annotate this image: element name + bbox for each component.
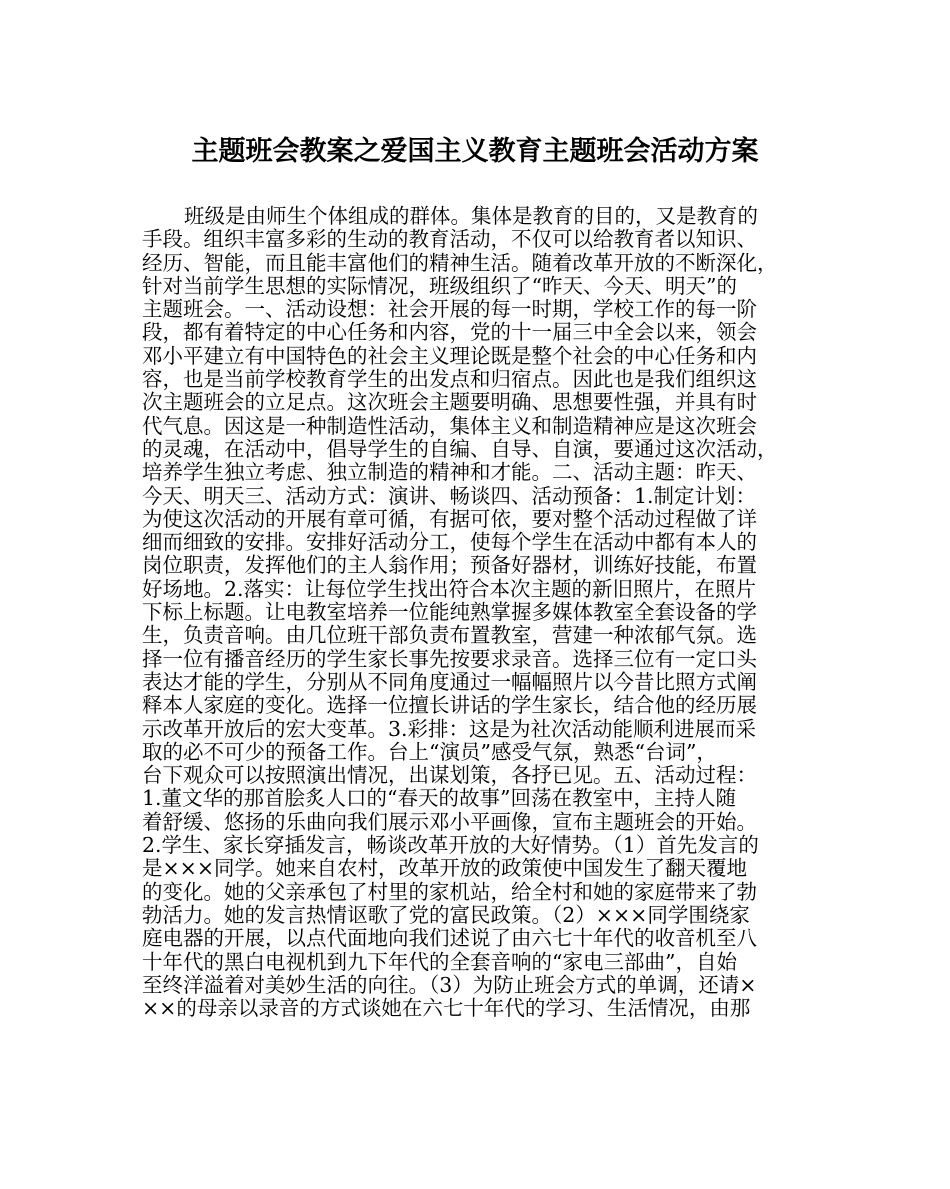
body-text-line: 1.董文华的那首脍炙人口的“春天的故事”回荡在教室中，主持人随 bbox=[142, 786, 737, 811]
body-text-line: 次主题班会的立足点。这次班会主题要明确、思想要性强，并具有时 bbox=[142, 390, 757, 415]
document-title: 主题班会教案之爱国主义教育主题班会活动方案 bbox=[191, 136, 759, 167]
body-text-line: 着舒缓、悠扬的乐曲向我们展示邓小平画像，宣布主题班会的开始。 bbox=[142, 809, 757, 834]
body-text-line: 表达才能的学生，分别从不同角度通过一幅幅照片以今昔比照方式阐 bbox=[142, 669, 757, 694]
body-text-line: 针对当前学生思想的实际情况，班级组织了“昨天、今天、明天”的 bbox=[142, 273, 737, 298]
body-text-line: 好场地。2.落实：让每位学生找出符合本次主题的新旧照片，在照片 bbox=[142, 576, 757, 601]
body-text-line: 为使这次活动的开展有章可循，有据可依，要对整个活动过程做了详 bbox=[142, 506, 757, 531]
body-text-line: 勃活力。她的发言热情讴歌了党的富民政策。（2）×××同学围绕家 bbox=[142, 902, 750, 927]
body-text-line: 生，负责音响。由几位班干部负责布置教室，营建一种浓郁气氛。选 bbox=[142, 623, 757, 648]
body-text-line: 释本人家庭的变化。选择一位擅长讲话的学生家长，结合他的经历展 bbox=[142, 693, 757, 718]
body-text-line: 邓小平建立有中国特色的社会主义理论既是整个社会的中心任务和内 bbox=[142, 343, 757, 368]
body-text-line: 容，也是当前学校教育学生的出发点和归宿点。因此也是我们组织这 bbox=[142, 367, 757, 392]
body-text-line: 细而细致的安排。安排好活动分工，使每个学生在活动中都有本人的 bbox=[142, 530, 757, 555]
body-text-line: 段，都有着特定的中心任务和内容，党的十一届三中全会以来，领会 bbox=[142, 320, 757, 345]
body-text-line: 经历、智能，而且能丰富他们的精神生活。随着改革开放的不断深化， bbox=[142, 250, 778, 275]
document-body bbox=[142, 205, 825, 1020]
body-text-line: 庭电器的开展，以点代面地向我们述说了由六七十年代的收音机至八 bbox=[142, 926, 757, 951]
body-text-line: 岗位职责，发挥他们的主人翁作用；预备好器材，训练好技能，布置 bbox=[142, 553, 757, 578]
body-text-line: 2.学生、家长穿插发言，畅谈改革开放的大好情势。（1）首先发言的 bbox=[142, 833, 759, 858]
body-text-line: 十年代的黑白电视机到九下年代的全套音响的“家电三部曲”，自始 bbox=[142, 949, 737, 974]
body-text-line: 培养学生独立考虑、独立制造的精神和才能。二、活动主题：昨天、 bbox=[142, 460, 757, 485]
body-text-line: 择一位有播音经历的学生家长事先按要求录音。选择三位有一定口头 bbox=[142, 646, 757, 671]
body-text-line: 示改革开放后的宏大变革。3.彩排：这是为社次活动能顺利进展而采 bbox=[142, 716, 757, 741]
body-text-line: 主题班会。一、活动设想：社会开展的每一时期，学校工作的每一阶 bbox=[142, 297, 757, 322]
body-text-line: ××的母亲以录音的方式谈她在六七十年代的学习、生活情况，由那 bbox=[142, 996, 751, 1021]
body-text-line: 手段。组织丰富多彩的生动的教育活动，不仅可以给教育者以知识、 bbox=[142, 227, 757, 252]
body-text-line: 至终洋溢着对美妙生活的向往。（3）为防止班会方式的单调，还请× bbox=[142, 972, 757, 997]
body-text-line: 今天、明天三、活动方式：演讲、畅谈四、活动预备：1.制定计划： bbox=[142, 483, 757, 508]
body-text-line: 取的必不可少的预备工作。台上“演员”感受气氛，熟悉“台词”， bbox=[142, 739, 717, 764]
body-text-line: 的灵魂，在活动中，倡导学生的自编、自导、自演，要通过这次活动， bbox=[142, 436, 778, 461]
body-text-line: 代气息。因这是一种制造性活动，集体主义和制造精神应是这次班会 bbox=[142, 413, 757, 438]
body-text-line: 是×××同学。她来自农村，改革开放的政策使中国发生了翻天覆地 bbox=[142, 856, 748, 881]
body-text-line: 班级是由师生个体组成的群体。集体是教育的目的，又是教育的 bbox=[184, 204, 758, 228]
body-text-line: 台下观众可以按照演出情况，出谋划策，各抒已见。五、活动过程： bbox=[142, 763, 757, 788]
body-text-line: 下标上标题。让电教室培养一位能纯熟掌握多媒体教室全套设备的学 bbox=[142, 600, 757, 625]
body-text-line: 的变化。她的父亲承包了村里的家机站，给全村和她的家庭带来了勃 bbox=[142, 879, 757, 904]
